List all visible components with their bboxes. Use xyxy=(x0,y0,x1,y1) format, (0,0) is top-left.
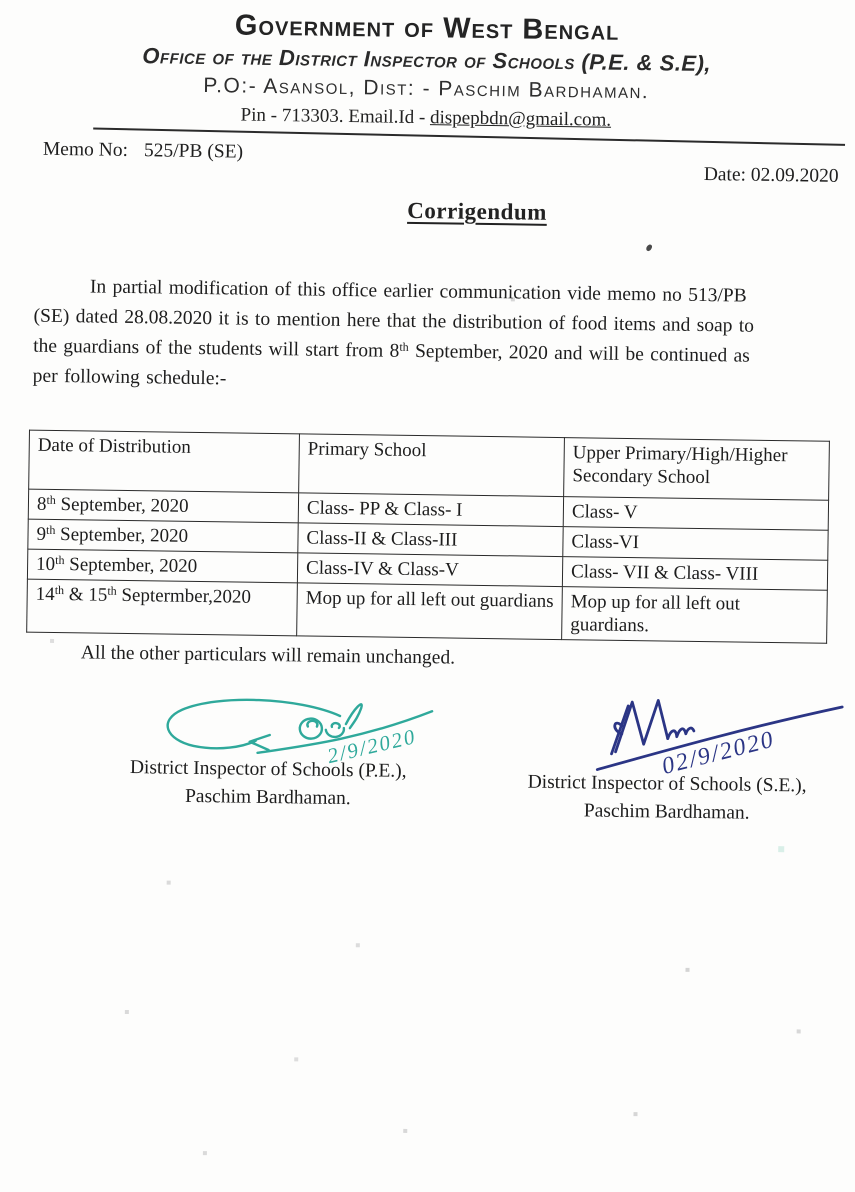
paragraph-line: per following schedule:- xyxy=(32,365,227,390)
primary-cell: Class- PP & Class- I xyxy=(298,493,563,527)
signature-stroke xyxy=(326,723,344,737)
memo-date: Date: 02.09.2020 xyxy=(703,164,839,187)
date-cell xyxy=(27,579,298,636)
body-paragraph xyxy=(33,272,845,403)
primary-cell: Class-IV & Class-V xyxy=(297,553,562,587)
ordinal-superscript: th xyxy=(107,583,117,598)
date-text: September, 2020 xyxy=(64,554,198,577)
date-text: & 15 xyxy=(63,584,108,606)
date-cell xyxy=(28,519,298,553)
scan-speck xyxy=(645,244,652,252)
date-cell xyxy=(27,549,297,583)
column-header-primary: Primary School xyxy=(299,434,565,497)
primary-cell: Class-II & Class-III xyxy=(298,523,563,557)
address-line: P.O:- Asansol, Dist: - Paschim Bardhaman. xyxy=(203,74,650,104)
document-title: Corrigendum xyxy=(407,197,548,225)
closing-line: All the other particulars will remain unchanged. xyxy=(80,642,456,669)
date-text: September, 2020 xyxy=(55,493,189,517)
date-text: 10 xyxy=(35,553,56,575)
signature-stroke xyxy=(307,721,317,727)
column-header-date: Date of Distribution xyxy=(29,430,300,493)
ordinal-superscript: th xyxy=(399,339,409,354)
signature-stroke xyxy=(616,700,669,753)
upper-cell: Mop up for all left out guardians. xyxy=(562,587,828,644)
handwritten-date-se: 02/9/2020 xyxy=(659,726,778,780)
date-cell xyxy=(28,489,298,523)
title-wrap xyxy=(0,192,855,231)
date-text: September, 2020 xyxy=(55,523,189,547)
signatory-place: Paschim Bardhaman. xyxy=(184,785,351,810)
memo-number: 525/PB (SE) xyxy=(143,140,244,163)
table-header-row xyxy=(29,430,830,500)
paragraph-line: In partial modification of this office earlier communication vide memo no 513/PB xyxy=(89,276,747,307)
ordinal-superscript: th xyxy=(46,522,56,537)
primary-cell: Mop up for all left out guardians xyxy=(297,583,563,640)
paragraph-text: the guardians of the students will start from 8 xyxy=(33,335,400,362)
date-text: 14 xyxy=(35,583,55,605)
ordinal-superscript: th xyxy=(54,582,65,598)
upper-cell: Class- V xyxy=(563,497,828,531)
email-text: dispepbdn@gmail.com. xyxy=(429,107,612,131)
signature-stroke xyxy=(668,728,694,739)
table-row xyxy=(27,579,828,643)
office-title: Office of the District Inspector of Schools (P.E. & S.E), xyxy=(142,43,712,77)
signatory-pe xyxy=(101,754,436,815)
column-header-upper: Upper Primary/High/Higher Secondary School xyxy=(564,438,830,501)
signatory-title: District Inspector of Schools (P.E.), xyxy=(129,757,407,782)
ordinal-superscript: th xyxy=(46,492,56,507)
handwritten-date-pe: 2/9/2020 xyxy=(324,724,419,769)
pin-text: Pin - 713303. Email.Id - xyxy=(240,104,431,129)
signatory-title: District Inspector of Schools (S.E.), xyxy=(527,771,807,797)
scan-noise xyxy=(0,0,2,1)
paragraph-line: (SE) dated 28.08.2020 it is to mention here that the distribution of food items and soap to xyxy=(33,305,755,337)
date-text: 9 xyxy=(36,523,47,545)
upper-cell: Class- VII & Class- VIII xyxy=(562,557,827,591)
signatory-place: Paschim Bardhaman. xyxy=(583,800,750,824)
memo-row xyxy=(43,139,839,190)
ordinal-superscript: th xyxy=(55,552,65,568)
signature-stroke xyxy=(250,735,270,750)
signatory-se xyxy=(493,768,842,829)
date-text: 8 xyxy=(36,493,47,515)
date-text: Septermber,2020 xyxy=(116,584,252,608)
paragraph-text: September, 2020 and will be continued as xyxy=(408,340,750,367)
org-title: Government of West Bengal xyxy=(234,9,620,47)
distribution-schedule-table xyxy=(26,430,830,644)
signature-stroke xyxy=(612,706,629,754)
upper-cell: Class-VI xyxy=(563,527,828,561)
signature-stroke xyxy=(346,704,362,728)
memo-label: Memo No: xyxy=(42,138,129,161)
